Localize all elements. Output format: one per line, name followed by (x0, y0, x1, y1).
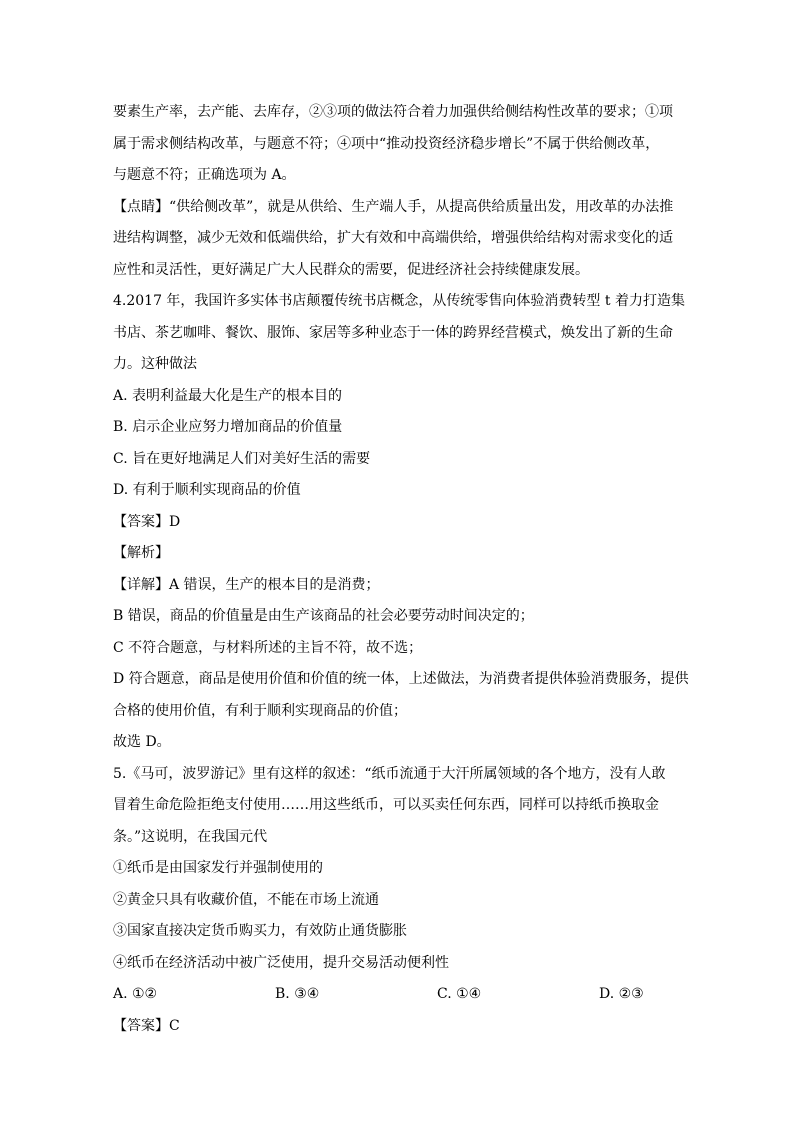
question-5-item: ③国家直接决定货币购买力，有效防止通货膨胀 (113, 923, 407, 939)
question-5-options (113, 979, 683, 1011)
dianjing-line: 【点睛】“供给侧改革”，就是从供给、生产端人手，从提高供给质量出发，用改革的办法推 (113, 198, 674, 215)
text-line: 与题意不符；正确选项为 A。 (113, 167, 296, 183)
text-line: 要素生产率，去产能、去库存，②③项的做法符合着力加强供给侧结构性改革的要求；①项 (113, 104, 673, 120)
text-line: 进结构调整，减少无效和低端供给，扩大有效和中高端供给，增强供给结构对需求变化的适 (113, 230, 673, 246)
detail-line: 故选 D。 (113, 734, 171, 750)
question-4-stem: 书店、茶艺咖啡、餐饮、服饰、家居等多种业态于一体的跨界经营模式，焕发出了新的生命 (113, 324, 673, 341)
analysis-label: 【解析】 (113, 545, 169, 561)
question-4-option-c: C. 旨在更好地满足人们对美好生活的需要 (113, 450, 371, 467)
detail-line: 合格的使用价值，有利于顺利实现商品的价值； (113, 702, 407, 719)
question-4-option-b: B. 启示企业应努力增加商品的价值量 (113, 419, 343, 435)
detail-line: B 错误，商品的价值量是由生产该商品的社会必要劳动时间决定的； (113, 608, 534, 624)
question-4-stem: 力。这种做法 (113, 356, 197, 372)
question-4-option-a: A. 表明利益最大化是生产的根本目的 (113, 387, 343, 404)
option-b: B. ③④ (275, 986, 320, 1002)
question-5-stem: 冒着生命危险拒绝支付使用……用这些纸币，可以买卖任何东西，同样可以持纸币换取金 (113, 797, 659, 813)
question-5-item: ④纸币在经济活动中被广泛使用，提升交易活动便利性 (113, 954, 449, 971)
detail-line: D 符合题意，商品是使用价值和价值的统一体，上述做法，为消费者提供体验消费服务，提供 (113, 671, 689, 687)
option-c: C. ①④ (437, 986, 482, 1002)
detail-line: C 不符合题意，与材料所述的主旨不符，故不选； (113, 639, 423, 656)
question-5-item: ①纸币是由国家发行并强制使用的 (113, 860, 323, 876)
option-a: A. ①② (113, 986, 158, 1002)
text-line: 属于需求侧结构改革，与题意不符；④项中“推动投资经济稳步增长”不属于供给侧改革， (113, 135, 660, 152)
question-4-stem: 4.2017 年，我国许多实体书店颠覆传统书店概念，从传统零售向体验消费转型 t 着力打造集 (113, 293, 685, 309)
option-d: D. ②③ (599, 986, 644, 1002)
answer-label: 【答案】C (113, 1017, 180, 1034)
question-4-option-d: D. 有利于顺利实现商品的价值 (113, 482, 301, 498)
text-line: 应性和灵活性，更好满足广大人民群众的需要，促进经济社会持续健康发展。 (113, 261, 589, 278)
detail-line: 【详解】A 错误，生产的根本目的是消费； (113, 576, 380, 593)
question-5-item: ②黄金只具有收藏价值，不能在市场上流通 (113, 891, 379, 908)
document-page (113, 97, 689, 1042)
question-5-stem: 5.《马可，波罗游记》里有这样的叙述：“纸币流通于大汗所属领域的各个地方，没有人敢 (113, 765, 666, 782)
answer-label: 【答案】D (113, 513, 181, 530)
question-5-stem: 条。”这说明，在我国元代 (113, 828, 268, 845)
